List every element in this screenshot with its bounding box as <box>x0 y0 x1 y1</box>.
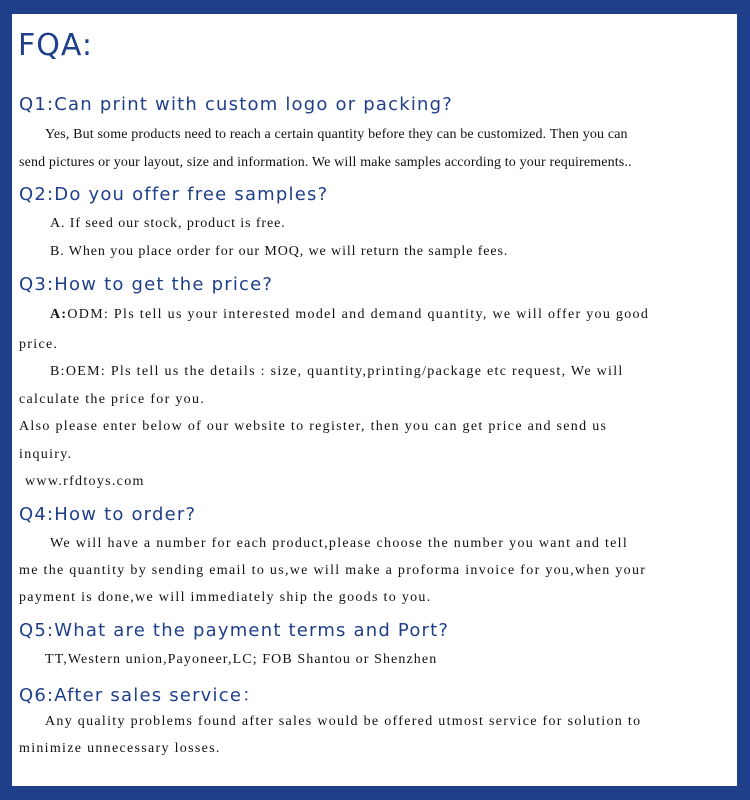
q3-website-link[interactable]: www.rfdtoys.com <box>25 474 145 489</box>
q6-question: Q6:After sales service： <box>19 685 262 706</box>
q3-oem-line-2: calculate the price for you. <box>19 392 206 407</box>
q2-item-a: A. If seed our stock, product is free. <box>50 216 286 231</box>
q1-question: Q1:Can print with custom logo or packing? <box>19 94 454 115</box>
q3-odm-text: ODM: Pls tell us your interested model and demand quantity, we will offer you good <box>67 307 650 322</box>
q3-also-line-1: Also please enter below of our website to register, then you can get price and send us <box>19 419 608 434</box>
q3-also-line-2: inquiry. <box>19 447 73 462</box>
q3-odm-line-1 <box>50 307 649 323</box>
page-title: FQA: <box>18 28 93 63</box>
q4-answer-line-1: We will have a number for each product,please choose the number you want and tell <box>50 536 629 551</box>
q3-question: Q3:How to get the price? <box>19 274 274 295</box>
q5-answer: TT,Western union,Payoneer,LC; FOB Shantou or Shenzhen <box>45 652 438 667</box>
faq-panel <box>12 14 737 786</box>
q1-answer-line-1: Yes, But some products need to reach a certain quantity before they can be customized. Then you can <box>45 127 628 142</box>
q2-item-b: B. When you place order for our MOQ, we will return the sample fees. <box>50 244 509 259</box>
q4-answer-line-3: payment is done,we will immediately ship the goods to you. <box>19 590 432 605</box>
q6-answer-line-1: Any quality problems found after sales would be offered utmost service for solution to <box>45 714 642 729</box>
q3-odm-prefix: A: <box>50 307 68 322</box>
q4-answer-line-2: me the quantity by sending email to us,we will make a proforma invoice for you,when your <box>19 563 647 578</box>
q2-question: Q2:Do you offer free samples? <box>19 184 329 205</box>
q5-question: Q5:What are the payment terms and Port? <box>19 620 450 641</box>
q6-answer-line-2: minimize unnecessary losses. <box>19 741 221 756</box>
q3-odm-line-2: price. <box>19 337 59 352</box>
q3-oem-line-1: B:OEM: Pls tell us the details : size, quantity,printing/package etc request, We will <box>50 364 624 379</box>
q4-question: Q4:How to order? <box>19 504 197 525</box>
q1-answer-line-2: send pictures or your layout, size and information. We will make samples according to your requirements.. <box>19 155 632 170</box>
